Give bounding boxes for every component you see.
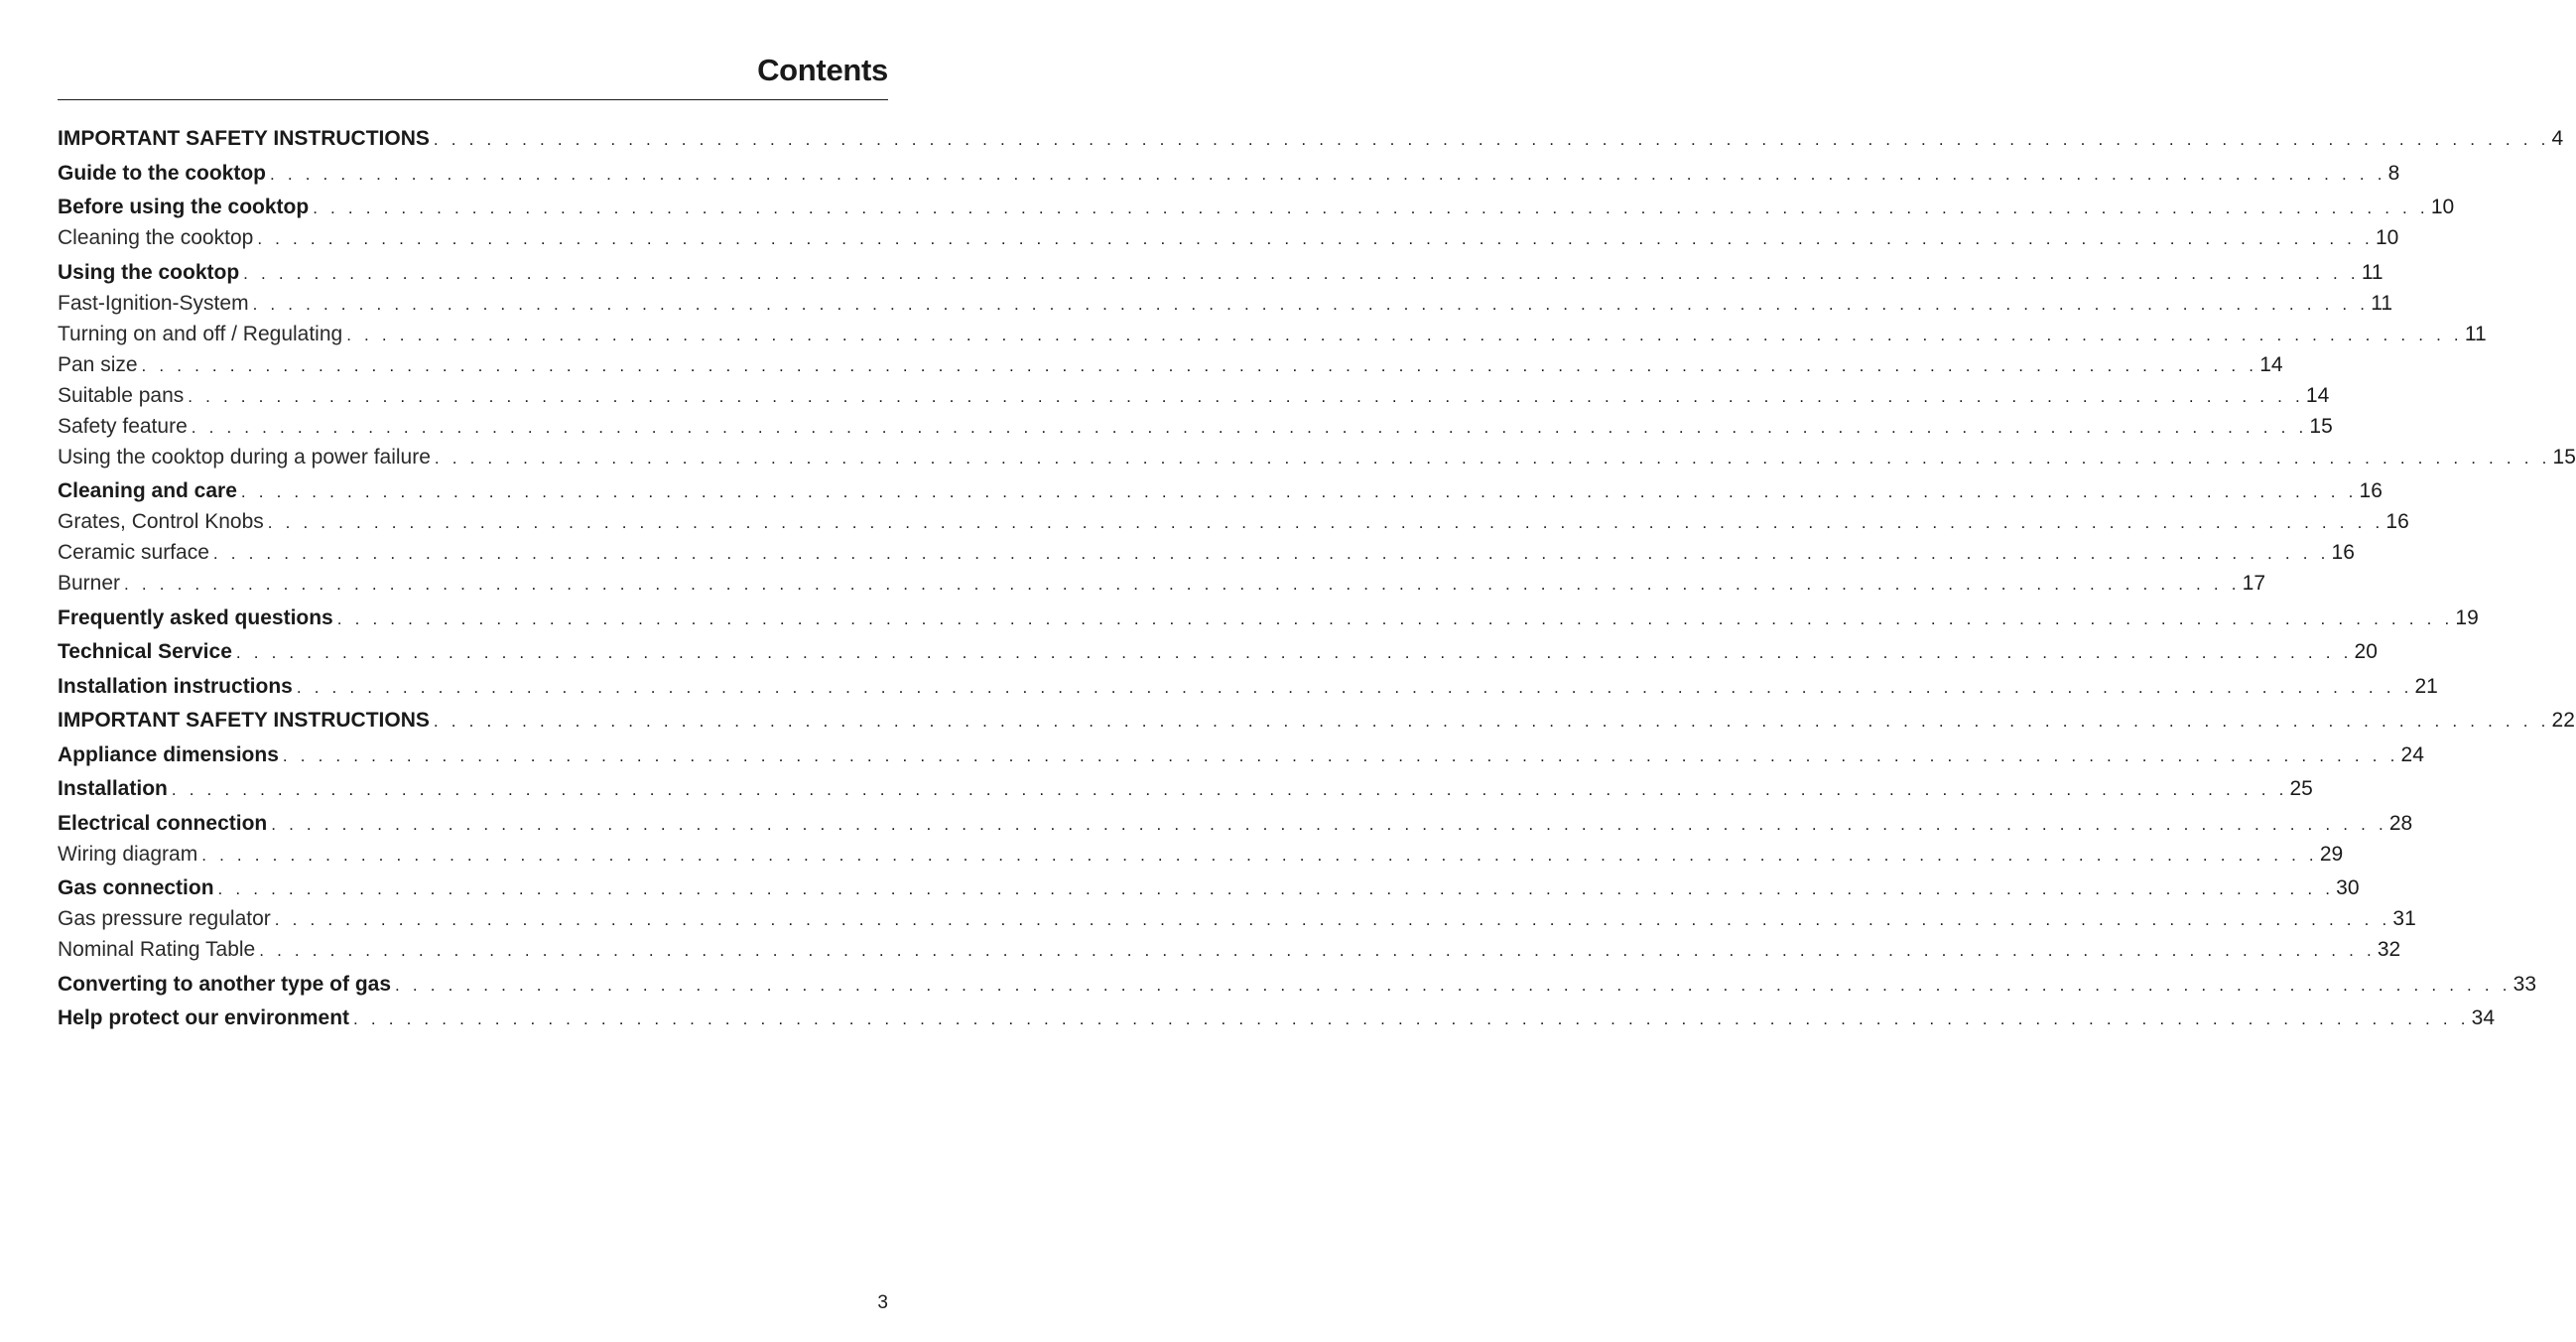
toc-leader-dots: . . . . . . . . . . . . . . . . . . . . . . . . . . . . . . . . . . . . . . . . . . . . . . . . . . . . . . . . . . . . . . . . . . . . . . . . . . . . . . . . . . . . . . . . . . . . . . . . . . . . . . . . . . . . . . . . . . . . . . . .: [141, 355, 2258, 375]
toc-entry[interactable]: [58, 809, 2413, 840]
toc-entry[interactable]: [58, 970, 2537, 1001]
toc-entry-page: 10: [2430, 196, 2455, 218]
toc-entry[interactable]: [58, 672, 2438, 703]
toc-entry-label: Fast-Ignition-System: [58, 291, 249, 315]
toc-leader-dots: . . . . . . . . . . . . . . . . . . . . . . . . . . . . . . . . . . . . . . . . . . . . . . . . . . . . . . . . . . . . . . . . . . . . . . . . . . . . . . . . . . . . . . . . . . . . . . . . . . . . . . . . . . . . . . . . . . . . . . . .: [240, 482, 2358, 501]
toc-entry-label: Grates, Control Knobs: [58, 510, 264, 533]
toc-leader-dots: . . . . . . . . . . . . . . . . . . . . . . . . . . . . . . . . . . . . . . . . . . . . . . . . . . . . . . . . . . . . . . . . . . . . . . . . . . . . . . . . . . . . . . . . . . . . . . . . . . . . . . . . . . . . . . . . . . . . . . . .: [395, 975, 2512, 995]
toc-entry[interactable]: [58, 443, 2576, 473]
toc-entry-label: IMPORTANT SAFETY INSTRUCTIONS: [58, 127, 430, 150]
toc-entry[interactable]: [58, 904, 2416, 935]
toc-leader-dots: . . . . . . . . . . . . . . . . . . . . . . . . . . . . . . . . . . . . . . . . . . . . . . . . . . . . . . . . . . . . . . . . . . . . . . . . . . . . . . . . . . . . . . . . . . . . . . . . . . . . . . . . . . . . . . . . . . . . . . . .: [257, 229, 2374, 248]
toc-entry-label: Installation: [58, 777, 168, 800]
toc-entry-label: Guide to the cooktop: [58, 161, 266, 185]
toc-leader-dots: . . . . . . . . . . . . . . . . . . . . . . . . . . . . . . . . . . . . . . . . . . . . . . . . . . . . . . . . . . . . . . . . . . . . . . . . . . . . . . . . . . . . . . . . . . . . . . . . . . . . . . . . . . . . . . . . . . . . . . . .: [433, 130, 2550, 149]
toc-entry-label: Ceramic surface: [58, 541, 209, 564]
toc-entry-label: Installation instructions: [58, 674, 293, 698]
toc-entry-label: Wiring diagram: [58, 842, 198, 866]
toc-entry-label: Before using the cooktop: [58, 196, 310, 218]
toc-entry-page: 25: [2289, 777, 2313, 800]
page-title: Contents: [757, 53, 888, 87]
toc-entry-label: Cleaning and care: [58, 479, 237, 502]
toc-entry-label: Suitable pans: [58, 383, 185, 407]
toc-entry[interactable]: [58, 604, 2479, 634]
toc-leader-dots: . . . . . . . . . . . . . . . . . . . . . . . . . . . . . . . . . . . . . . . . . . . . . . . . . . . . . . . . . . . . . . . . . . . . . . . . . . . . . . . . . . . . . . . . . . . . . . . . . . . . . . . . . . . . . . . . . . . . . . . .: [313, 199, 2429, 217]
toc-leader-dots: . . . . . . . . . . . . . . . . . . . . . . . . . . . . . . . . . . . . . . . . . . . . . . . . . . . . . . . . . . . . . . . . . . . . . . . . . . . . . . . . . . . . . . . . . . . . . . . . . . . . . . . . . . . . . . . . . . . . . . . .: [336, 608, 2454, 628]
toc-entry[interactable]: [58, 935, 2401, 966]
toc-entry-page: 11: [2361, 260, 2383, 284]
toc-entry-page: 31: [2392, 907, 2416, 930]
toc-entry[interactable]: [58, 350, 2283, 381]
toc-entry-page: 14: [2259, 352, 2283, 376]
toc-entry-page: 24: [2400, 742, 2424, 766]
toc-entry[interactable]: [58, 381, 2330, 412]
toc-entry[interactable]: [58, 1004, 2496, 1034]
toc-entry-label: Frequently asked questions: [58, 605, 333, 629]
toc-entry[interactable]: [58, 193, 2455, 223]
toc-entry-label: Gas connection: [58, 876, 214, 899]
toc-entry-label: Help protect our environment: [58, 1006, 350, 1029]
toc-leader-dots: . . . . . . . . . . . . . . . . . . . . . . . . . . . . . . . . . . . . . . . . . . . . . . . . . . . . . . . . . . . . . . . . . . . . . . . . . . . . . . . . . . . . . . . . . . . . . . . . . . . . . . . . . . . . . . . . . . . . . . . .: [217, 879, 2335, 898]
toc-leader-dots: . . . . . . . . . . . . . . . . . . . . . . . . . . . . . . . . . . . . . . . . . . . . . . . . . . . . . . . . . . . . . . . . . . . . . . . . . . . . . . . . . . . . . . . . . . . . . . . . . . . . . . . . . . . . . . . . . . . . . . . .: [353, 1009, 2470, 1028]
toc-entry-page: 11: [2371, 291, 2393, 315]
toc-entry[interactable]: [58, 637, 2378, 668]
toc-entry-page: 30: [2336, 876, 2360, 899]
toc-entry-label: Electrical connection: [58, 811, 268, 835]
toc-entry-label: Nominal Rating Table: [58, 938, 256, 961]
toc-leader-dots: . . . . . . . . . . . . . . . . . . . . . . . . . . . . . . . . . . . . . . . . . . . . . . . . . . . . . . . . . . . . . . . . . . . . . . . . . . . . . . . . . . . . . . . . . . . . . . . . . . . . . . . . . . . . . . . . . . . . . . . .: [274, 910, 2391, 929]
toc-leader-dots: . . . . . . . . . . . . . . . . . . . . . . . . . . . . . . . . . . . . . . . . . . . . . . . . . . . . . . . . . . . . . . . . . . . . . . . . . . . . . . . . . . . . . . . . . . . . . . . . . . . . . . . . . . . . . . . . . . . . . . . .: [271, 814, 2387, 834]
toc-entry-label: Gas pressure regulator: [58, 907, 271, 930]
toc-entry-page: 29: [2319, 842, 2344, 866]
toc-entry[interactable]: [58, 223, 2399, 254]
toc-leader-dots: . . . . . . . . . . . . . . . . . . . . . . . . . . . . . . . . . . . . . . . . . . . . . . . . . . . . . . . . . . . . . . . . . . . . . . . . . . . . . . . . . . . . . . . . . . . . . . . . . . . . . . . . . . . . . . . . . . . . . . . .: [296, 677, 2413, 697]
toc-entry[interactable]: [58, 159, 2400, 190]
page-number: 3: [877, 1292, 888, 1313]
toc-entry[interactable]: [58, 507, 2409, 538]
toc-entry-label: Converting to another type of gas: [58, 972, 392, 996]
toc-leader-dots: . . . . . . . . . . . . . . . . . . . . . . . . . . . . . . . . . . . . . . . . . . . . . . . . . . . . . . . . . . . . . . . . . . . . . . . . . . . . . . . . . . . . . . . . . . . . . . . . . . . . . . . . . . . . . . . . . . . . . . . .: [282, 745, 2399, 765]
toc-entry-page: 16: [2331, 541, 2355, 564]
toc-leader-dots: . . . . . . . . . . . . . . . . . . . . . . . . . . . . . . . . . . . . . . . . . . . . . . . . . . . . . . . . . . . . . . . . . . . . . . . . . . . . . . . . . . . . . . . . . . . . . . . . . . . . . . . . . . . . . . . . . . . . . . . .: [270, 164, 2386, 184]
toc-entry-page: 14: [2305, 383, 2330, 407]
title-divider: [58, 99, 888, 100]
toc-entry-page: 15: [2552, 445, 2576, 469]
toc-leader-dots: . . . . . . . . . . . . . . . . . . . . . . . . . . . . . . . . . . . . . . . . . . . . . . . . . . . . . . . . . . . . . . . . . . . . . . . . . . . . . . . . . . . . . . . . . . . . . . . . . . . . . . . . . . . . . . . . . . . . . . . .: [235, 643, 2353, 662]
toc-leader-dots: . . . . . . . . . . . . . . . . . . . . . . . . . . . . . . . . . . . . . . . . . . . . . . . . . . . . . . . . . . . . . . . . . . . . . . . . . . . . . . . . . . . . . . . . . . . . . . . . . . . . . . . . . . . . . . . . . . . . . . . .: [201, 845, 2318, 865]
toc-entry-page: 21: [2414, 674, 2438, 698]
toc-entry[interactable]: [58, 538, 2355, 569]
toc-entry-label: Pan size: [58, 352, 138, 376]
table-of-contents: [58, 124, 2576, 1034]
toc-entry-page: 16: [2385, 510, 2409, 533]
toc-leader-dots: . . . . . . . . . . . . . . . . . . . . . . . . . . . . . . . . . . . . . . . . . . . . . . . . . . . . . . . . . . . . . . . . . . . . . . . . . . . . . . . . . . . . . . . . . . . . . . . . . . . . . . . . . . . . . . . . . . . . . . . .: [259, 941, 2376, 960]
toc-entry[interactable]: [58, 840, 2344, 871]
toc-entry[interactable]: [58, 569, 2266, 600]
toc-entry-page: 32: [2377, 938, 2401, 961]
toc-leader-dots: . . . . . . . . . . . . . . . . . . . . . . . . . . . . . . . . . . . . . . . . . . . . . . . . . . . . . . . . . . . . . . . . . . . . . . . . . . . . . . . . . . . . . . . . . . . . . . . . . . . . . . . . . . . . . . . . . . . . . . . .: [243, 263, 2360, 283]
toc-entry-page: 4: [2551, 127, 2564, 150]
toc-leader-dots: . . . . . . . . . . . . . . . . . . . . . . . . . . . . . . . . . . . . . . . . . . . . . . . . . . . . . . . . . . . . . . . . . . . . . . . . . . . . . . . . . . . . . . . . . . . . . . . . . . . . . . . . . . . . . . . . . . . . . . . .: [212, 544, 2330, 563]
toc-entry-page: 16: [2359, 479, 2383, 502]
toc-entry-page: 33: [2512, 972, 2537, 996]
toc-leader-dots: . . . . . . . . . . . . . . . . . . . . . . . . . . . . . . . . . . . . . . . . . . . . . . . . . . . . . . . . . . . . . . . . . . . . . . . . . . . . . . . . . . . . . . . . . . . . . . . . . . . . . . . . . . . . . . . . . . . . . . . .: [124, 575, 2241, 594]
toc-entry-label: Turning on and off / Regulating: [58, 322, 343, 345]
toc-entry[interactable]: [58, 476, 2383, 507]
toc-entry[interactable]: [58, 412, 2333, 443]
toc-entry[interactable]: [58, 258, 2383, 289]
toc-entry-label: Safety feature: [58, 414, 188, 438]
toc-entry[interactable]: [58, 873, 2360, 904]
toc-entry-label: Cleaning the cooktop: [58, 226, 254, 249]
toc-entry[interactable]: [58, 124, 2564, 155]
toc-entry[interactable]: [58, 740, 2424, 771]
toc-entry[interactable]: [58, 774, 2313, 805]
toc-leader-dots: . . . . . . . . . . . . . . . . . . . . . . . . . . . . . . . . . . . . . . . . . . . . . . . . . . . . . . . . . . . . . . . . . . . . . . . . . . . . . . . . . . . . . . . . . . . . . . . . . . . . . . . . . . . . . . . . . . . . . . . .: [188, 386, 2304, 406]
toc-entry[interactable]: [58, 289, 2393, 320]
toc-entry-page: 17: [2242, 572, 2266, 595]
toc-entry-label: Technical Service: [58, 640, 232, 663]
toc-leader-dots: . . . . . . . . . . . . . . . . . . . . . . . . . . . . . . . . . . . . . . . . . . . . . . . . . . . . . . . . . . . . . . . . . . . . . . . . . . . . . . . . . . . . . . . . . . . . . . . . . . . . . . . . . . . . . . . . . . . . . . . .: [434, 448, 2551, 468]
toc-entry-page: 34: [2471, 1006, 2496, 1029]
toc-leader-dots: . . . . . . . . . . . . . . . . . . . . . . . . . . . . . . . . . . . . . . . . . . . . . . . . . . . . . . . . . . . . . . . . . . . . . . . . . . . . . . . . . . . . . . . . . . . . . . . . . . . . . . . . . . . . . . . . . . . . . . . .: [346, 325, 2463, 344]
toc-entry-label: Appliance dimensions: [58, 742, 279, 766]
toc-entry-label: Burner: [58, 572, 121, 595]
toc-entry-label: Using the cooktop: [58, 260, 240, 284]
toc-leader-dots: . . . . . . . . . . . . . . . . . . . . . . . . . . . . . . . . . . . . . . . . . . . . . . . . . . . . . . . . . . . . . . . . . . . . . . . . . . . . . . . . . . . . . . . . . . . . . . . . . . . . . . . . . . . . . . . . . . . . . . . .: [252, 294, 2370, 314]
toc-entry[interactable]: [58, 706, 2575, 737]
toc-entry-page: 8: [2387, 161, 2400, 185]
toc-leader-dots: . . . . . . . . . . . . . . . . . . . . . . . . . . . . . . . . . . . . . . . . . . . . . . . . . . . . . . . . . . . . . . . . . . . . . . . . . . . . . . . . . . . . . . . . . . . . . . . . . . . . . . . . . . . . . . . . . . . . . . . .: [433, 712, 2550, 731]
toc-entry-page: 10: [2375, 226, 2399, 249]
toc-entry-page: 15: [2309, 414, 2333, 438]
toc-entry-page: 11: [2464, 322, 2487, 345]
toc-entry[interactable]: [58, 320, 2487, 350]
toc-leader-dots: . . . . . . . . . . . . . . . . . . . . . . . . . . . . . . . . . . . . . . . . . . . . . . . . . . . . . . . . . . . . . . . . . . . . . . . . . . . . . . . . . . . . . . . . . . . . . . . . . . . . . . . . . . . . . . . . . . . . . . . .: [171, 780, 2288, 799]
toc-entry-page: 19: [2455, 605, 2479, 629]
toc-leader-dots: . . . . . . . . . . . . . . . . . . . . . . . . . . . . . . . . . . . . . . . . . . . . . . . . . . . . . . . . . . . . . . . . . . . . . . . . . . . . . . . . . . . . . . . . . . . . . . . . . . . . . . . . . . . . . . . . . . . . . . . .: [191, 417, 2308, 437]
toc-leader-dots: . . . . . . . . . . . . . . . . . . . . . . . . . . . . . . . . . . . . . . . . . . . . . . . . . . . . . . . . . . . . . . . . . . . . . . . . . . . . . . . . . . . . . . . . . . . . . . . . . . . . . . . . . . . . . . . . . . . . . . . .: [267, 513, 2384, 532]
toc-entry-label: Using the cooktop during a power failure: [58, 445, 431, 469]
toc-entry-label: IMPORTANT SAFETY INSTRUCTIONS: [58, 709, 430, 732]
toc-entry-page: 28: [2388, 811, 2413, 835]
toc-entry-page: 22: [2551, 709, 2575, 732]
toc-entry-page: 20: [2354, 640, 2378, 663]
